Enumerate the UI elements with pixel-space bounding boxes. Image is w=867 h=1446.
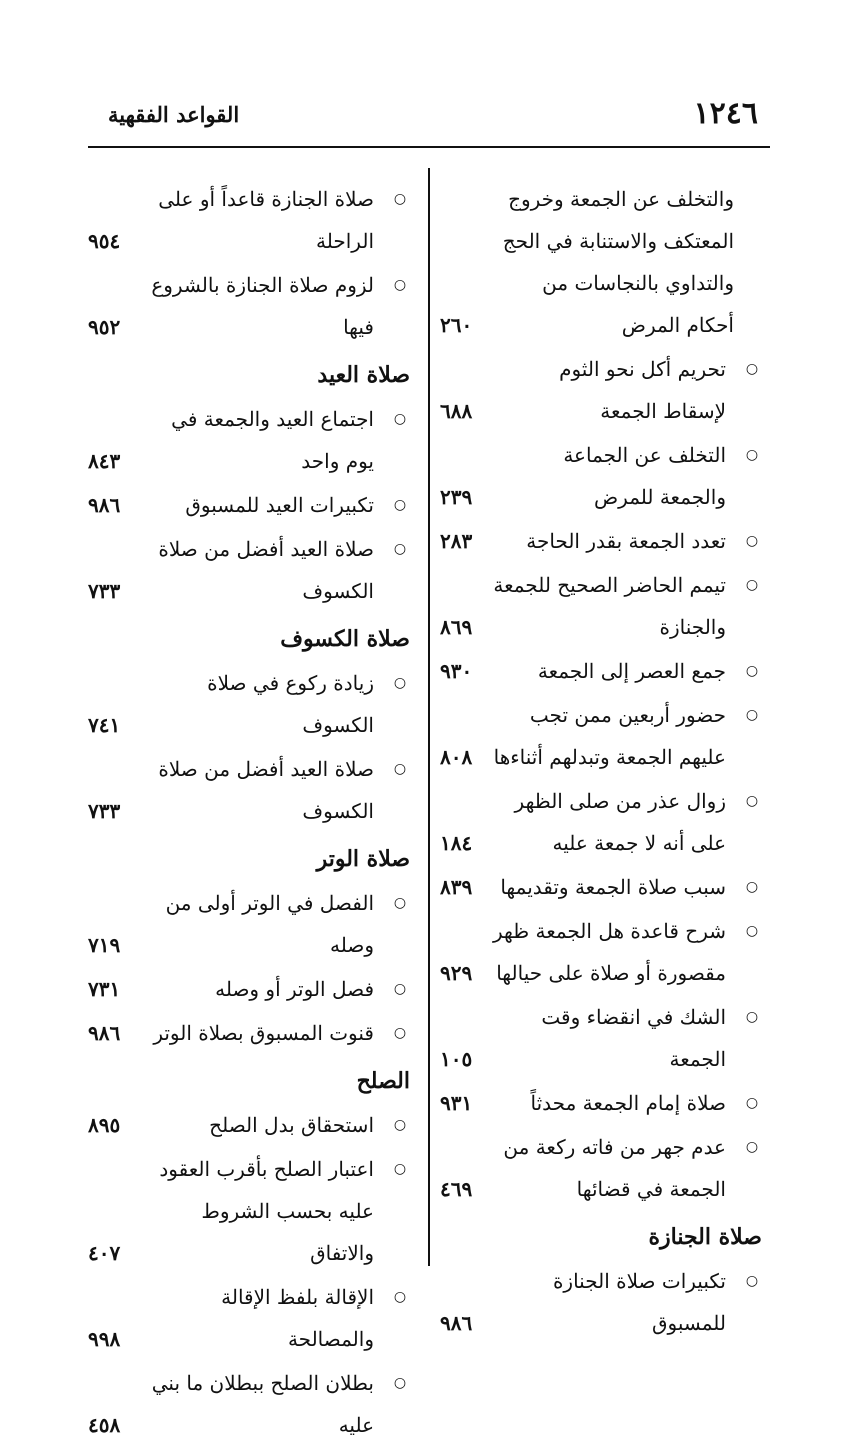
index-entry bbox=[88, 748, 410, 832]
index-entry bbox=[88, 528, 410, 612]
circle-bullet-icon: ○ bbox=[393, 1289, 407, 1305]
entry-page: ٨٠٨ bbox=[440, 745, 473, 769]
entry-page: ٢٨٣ bbox=[440, 529, 473, 553]
entry-text: صلاة إمام الجمعة محدثاً bbox=[530, 1091, 726, 1115]
entry-text: تكبيرات العيد للمسبوق bbox=[185, 493, 374, 517]
entry-page: ٧١٩ bbox=[88, 933, 121, 957]
entry-text: الشك في انقضاء وقت الجمعة bbox=[541, 1005, 726, 1071]
circle-bullet-icon: ○ bbox=[745, 1095, 759, 1111]
index-entry bbox=[88, 264, 410, 348]
entry-text: الإقالة بلفظ الإقالة والمصالحة bbox=[221, 1285, 374, 1351]
index-entry bbox=[88, 1276, 410, 1360]
circle-bullet-icon: ○ bbox=[393, 411, 407, 427]
entry-text: بطلان الصلح ببطلان ما بني عليه bbox=[151, 1371, 374, 1437]
entry-page: ٤٦٩ bbox=[440, 1177, 473, 1201]
entry-page: ٩٨٦ bbox=[440, 1311, 473, 1335]
entry-text: سبب صلاة الجمعة وتقديمها bbox=[500, 875, 726, 899]
index-entry bbox=[440, 650, 762, 692]
index-entry bbox=[440, 910, 762, 994]
index-entry bbox=[440, 434, 762, 518]
entry-page: ٩٨٦ bbox=[88, 493, 121, 517]
entry-text: استحقاق بدل الصلح bbox=[209, 1113, 374, 1137]
entry-page: ٧٣٣ bbox=[88, 579, 121, 603]
index-entry bbox=[440, 866, 762, 908]
circle-bullet-icon: ○ bbox=[393, 277, 407, 293]
entry-text: صلاة العيد أفضل من صلاة الكسوف bbox=[158, 537, 374, 603]
entry-page: ٩٩٨ bbox=[88, 1327, 121, 1351]
book-title: القواعد الفقهية bbox=[108, 102, 240, 127]
entry-text: عدم جهر من فاته ركعة من الجمعة في قضائها bbox=[503, 1135, 726, 1201]
entry-text: جمع العصر إلى الجمعة bbox=[537, 659, 726, 683]
entry-page: ٤٠٧ bbox=[88, 1241, 121, 1265]
index-entry bbox=[88, 1362, 410, 1446]
entry-page: ٢٦٠ bbox=[440, 313, 473, 337]
circle-bullet-icon: ○ bbox=[745, 1273, 759, 1289]
entry-text: فصل الوتر أو وصله bbox=[215, 977, 374, 1001]
circle-bullet-icon: ○ bbox=[393, 675, 407, 691]
circle-bullet-icon: ○ bbox=[393, 1117, 407, 1133]
index-entry bbox=[88, 1104, 410, 1146]
index-entry bbox=[440, 1126, 762, 1210]
entry-text: تيمم الحاضر الصحيح للجمعة والجنازة bbox=[493, 573, 726, 639]
section-heading: صلاة الكسوف bbox=[280, 626, 410, 652]
circle-bullet-icon: ○ bbox=[393, 1161, 407, 1177]
circle-bullet-icon: ○ bbox=[393, 1025, 407, 1041]
index-entry bbox=[88, 178, 410, 262]
index-entry bbox=[88, 968, 410, 1010]
circle-bullet-icon: ○ bbox=[745, 533, 759, 549]
entry-text: شرح قاعدة هل الجمعة ظهر مقصورة أو صلاة على حيالها bbox=[492, 919, 726, 985]
circle-bullet-icon: ○ bbox=[745, 923, 759, 939]
circle-bullet-icon: ○ bbox=[745, 879, 759, 895]
circle-bullet-icon: ○ bbox=[393, 981, 407, 997]
section-heading: صلاة الجنازة bbox=[648, 1224, 762, 1250]
entry-page: ٨٤٣ bbox=[88, 449, 121, 473]
entry-text: اجتماع العيد والجمعة في يوم واحد bbox=[171, 407, 374, 473]
index-entry bbox=[440, 996, 762, 1080]
entry-text: تكبيرات صلاة الجنازة للمسبوق bbox=[552, 1269, 726, 1335]
header-rule bbox=[88, 146, 770, 148]
index-entry bbox=[440, 520, 762, 562]
right-column bbox=[440, 178, 762, 1344]
index-entry bbox=[440, 178, 762, 346]
index-entry bbox=[88, 1012, 410, 1054]
page-number: ١٢٤٦ bbox=[693, 96, 758, 131]
entry-text: صلاة العيد أفضل من صلاة الكسوف bbox=[158, 757, 374, 823]
index-entry bbox=[440, 1260, 762, 1344]
page-header bbox=[88, 96, 770, 140]
entry-page: ٩٥٢ bbox=[88, 315, 121, 339]
index-entry bbox=[440, 694, 762, 778]
circle-bullet-icon: ○ bbox=[393, 895, 407, 911]
index-entry bbox=[440, 564, 762, 648]
circle-bullet-icon: ○ bbox=[393, 497, 407, 513]
index-entry bbox=[440, 780, 762, 864]
entry-page: ٩٢٩ bbox=[440, 961, 473, 985]
circle-bullet-icon: ○ bbox=[393, 541, 407, 557]
section-heading: صلاة العيد bbox=[317, 362, 410, 388]
index-entry bbox=[440, 348, 762, 432]
entry-page: ٩٨٦ bbox=[88, 1021, 121, 1045]
entry-text: زوال عذر من صلى الظهر على أنه لا جمعة عليه bbox=[514, 789, 726, 855]
entry-page: ١٨٤ bbox=[440, 831, 473, 855]
entry-text: تعدد الجمعة بقدر الحاجة bbox=[526, 529, 726, 553]
entry-text: تحريم أكل نحو الثوم لإسقاط الجمعة bbox=[559, 357, 726, 423]
entry-text: الفصل في الوتر أولى من وصله bbox=[165, 891, 374, 957]
entry-page: ٧٤١ bbox=[88, 713, 121, 737]
entry-text: حضور أربعين ممن تجب عليهم الجمعة وتبدلهم أثناءها bbox=[493, 703, 726, 769]
circle-bullet-icon: ○ bbox=[745, 1009, 759, 1025]
circle-bullet-icon: ○ bbox=[745, 793, 759, 809]
circle-bullet-icon: ○ bbox=[745, 577, 759, 593]
circle-bullet-icon: ○ bbox=[745, 447, 759, 463]
circle-bullet-icon: ○ bbox=[745, 361, 759, 377]
index-entry bbox=[88, 398, 410, 482]
left-column bbox=[88, 178, 410, 1446]
index-entry bbox=[88, 882, 410, 966]
entry-page: ٧٣٣ bbox=[88, 799, 121, 823]
entry-page: ٤٥٨ bbox=[88, 1413, 121, 1437]
entry-page: ٩٣٠ bbox=[440, 659, 473, 683]
entry-text: لزوم صلاة الجنازة بالشروع فيها bbox=[151, 273, 374, 339]
circle-bullet-icon: ○ bbox=[745, 1139, 759, 1155]
entry-page: ٩٣١ bbox=[440, 1091, 473, 1115]
entry-text: والتخلف عن الجمعة وخروج المعتكف والاستنابة في الحج والتداوي بالنجاسات من أحكام المرض bbox=[502, 187, 734, 337]
entry-text: اعتبار الصلح بأقرب العقود عليه بحسب الشروط والاتفاق bbox=[159, 1157, 374, 1265]
circle-bullet-icon: ○ bbox=[393, 191, 407, 207]
entry-page: ١٠٥ bbox=[440, 1047, 473, 1071]
entry-text: صلاة الجنازة قاعداً أو على الراحلة bbox=[158, 187, 374, 253]
index-entry bbox=[88, 1148, 410, 1274]
section-heading: الصلح bbox=[356, 1068, 410, 1094]
entry-page: ٩٥٤ bbox=[88, 229, 121, 253]
entry-text: زيادة ركوع في صلاة الكسوف bbox=[207, 671, 374, 737]
entry-page: ٨٩٥ bbox=[88, 1113, 121, 1137]
index-entry bbox=[88, 484, 410, 526]
entry-text: قنوت المسبوق بصلاة الوتر bbox=[153, 1021, 374, 1045]
circle-bullet-icon: ○ bbox=[745, 707, 759, 723]
entry-page: ٧٣١ bbox=[88, 977, 121, 1001]
column-divider bbox=[428, 168, 430, 1266]
circle-bullet-icon: ○ bbox=[745, 663, 759, 679]
index-entry bbox=[440, 1082, 762, 1124]
entry-page: ٢٣٩ bbox=[440, 485, 473, 509]
entry-text: التخلف عن الجماعة والجمعة للمرض bbox=[563, 443, 726, 509]
entry-page: ٨٣٩ bbox=[440, 875, 473, 899]
entry-page: ٦٨٨ bbox=[440, 399, 473, 423]
entry-page: ٨٦٩ bbox=[440, 615, 473, 639]
section-heading: صلاة الوتر bbox=[316, 846, 410, 872]
circle-bullet-icon: ○ bbox=[393, 1375, 407, 1391]
index-entry bbox=[88, 662, 410, 746]
circle-bullet-icon: ○ bbox=[393, 761, 407, 777]
